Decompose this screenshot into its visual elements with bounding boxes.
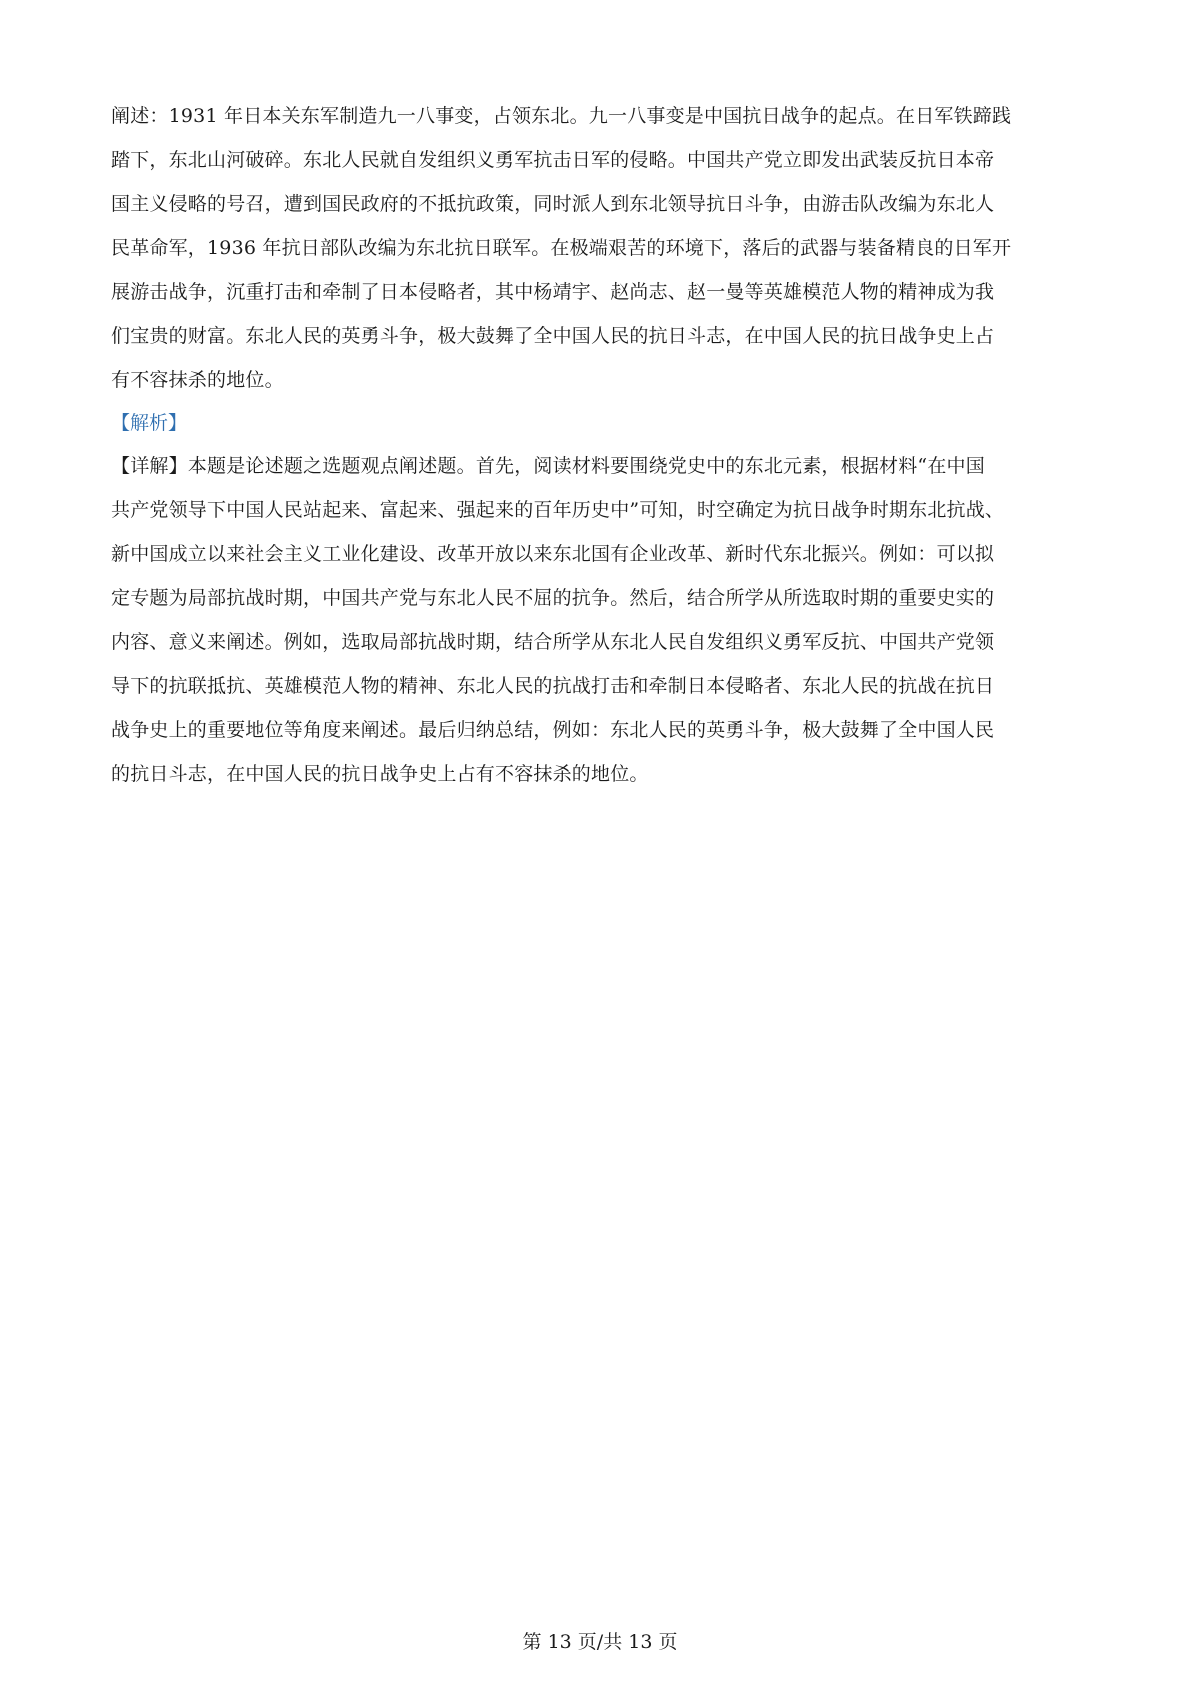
text-line: 有不容抹杀的地位。	[111, 369, 284, 391]
text-line: 新中国成立以来社会主义工业化建设、改革开放以来东北国有企业改革、新时代东北振兴。例如：可以拟	[111, 543, 995, 565]
text-line: 定专题为局部抗战时期，中国共产党与东北人民不屈的抗争。然后，结合所学从所选取时期的重要史实的	[111, 587, 995, 609]
text-line: 国主义侵略的号召，遭到国民政府的不抵抗政策，同时派人到东北领导抗日斗争，由游击队改编为东北人	[111, 193, 995, 215]
analysis-heading: 【解析】	[111, 412, 188, 434]
text-line: 展游击战争，沉重打击和牵制了日本侵略者，其中杨靖宇、赵尚志、赵一曼等英雄模范人物的精神成为我	[111, 281, 995, 303]
text-line	[111, 444, 1096, 488]
text-line: 们宝贵的财富。东北人民的英勇斗争，极大鼓舞了全中国人民的抗日斗志，在中国人民的抗日战争史上占	[111, 325, 995, 347]
text-line: 踏下，东北山河破碎。东北人民就自发组织义勇军抗击日军的侵略。中国共产党立即发出武装反抗日本帝	[111, 149, 995, 171]
text-line: 的抗日斗志，在中国人民的抗日战争史上占有不容抹杀的地位。	[111, 763, 649, 785]
detail-label: 【详解】	[111, 455, 188, 477]
text-line: 共产党领导下中国人民站起来、富起来、强起来的百年历史中”可知，时空确定为抗日战争时期东北抗战、	[111, 499, 1005, 521]
text-line: 民革命军，1936 年抗日部队改编为东北抗日联军。在极端艰苦的环境下，落后的武器与装备精良的日军开	[111, 237, 1012, 259]
answer-paragraph	[111, 94, 1096, 402]
text-line: 导下的抗联抵抗、英雄模范人物的精神、东北人民的抗战打击和牵制日本侵略者、东北人民的抗战在抗日	[111, 675, 995, 697]
text-line: 阐述：1931 年日本关东军制造九一八事变，占领东北。九一八事变是中国抗日战争的起点。在日军铁蹄践	[111, 105, 1012, 127]
text-line: 内容、意义来阐述。例如，选取局部抗战时期，结合所学从东北人民自发组织义勇军反抗、中国共产党领	[111, 631, 995, 653]
text-line: 战争史上的重要地位等角度来阐述。最后归纳总结，例如：东北人民的英勇斗争，极大鼓舞了全中国人民	[111, 719, 995, 741]
detail-paragraph	[111, 444, 1096, 796]
text-line-content: 本题是论述题之选题观点阐述题。首先，阅读材料要围绕党史中的东北元素，根据材料“在中国	[187, 455, 985, 477]
document-body	[111, 94, 1096, 796]
page-number: 第 13 页/共 13 页	[522, 1631, 678, 1653]
